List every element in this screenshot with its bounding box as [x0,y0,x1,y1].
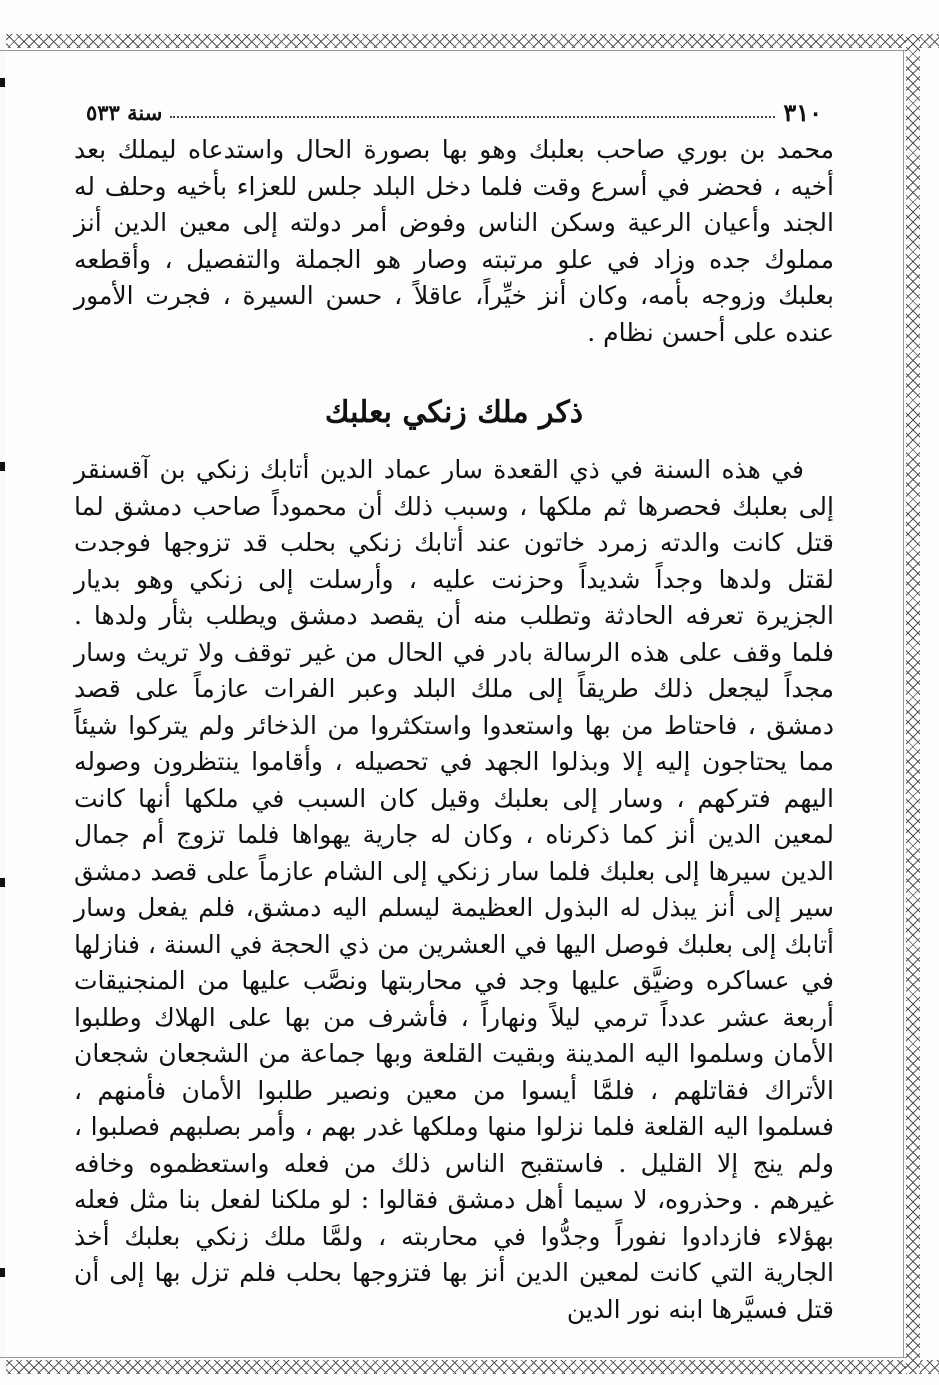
margin-mark [0,878,5,887]
top-ornamental-border [0,34,939,48]
paragraph-1: محمد بن بوري صاحب بعلبك وهو بها بصورة الحال واستدعاه ليملك بعد أخيه ، فحضر في أسرع وقت فلما دخل البلد جلس للعزاء بأخيه وحلف له الجند وأعيان الرعية وسكن الناس وفوض أمر دولته إلى معين الدين أنز مملوك جده وزاد في علو مرتبته وصار هو الجملة والتفصيل ، وأقطعه بعلبك وزوجه بأمه، وكان أنز خيِّراً، عاقلاً ، حسن السيرة ، فجرت الأمور عنده على أحسن نظام . [74,135,834,347]
right-frame-line [903,50,904,1358]
top-frame-line [0,50,906,51]
margin-mark [0,78,5,87]
dotted-leader [170,106,775,118]
page-number: ٣١٠ [783,97,822,127]
margin-mark [0,1268,5,1277]
right-ornamental-border [906,34,920,1374]
left-page-edge [0,34,6,1374]
bottom-frame-line [0,1357,906,1358]
bottom-ornamental-border [0,1360,939,1374]
section-heading: ذكر ملك زنكي بعلبك [324,395,584,430]
margin-mark [0,462,5,471]
paragraph-2: في هذه السنة في ذي القعدة سار عماد الدين أتابك زنكي بن آقسنقر إلى بعلبك فحصرها ثم ملكها ، وسبب ذلك أن محموداً صاحب دمشق لما قتل كانت والدته زمرد خاتون عند أتابك زنكي بحلب قد تزوجها فوجدت لقتل ولدها وجداً شديداً وحزنت عليه ، وأرسلت إلى زنكي وهو بديار الجزيرة تعرفه الحادثة وتطلب منه أن يقصد دمشق ويطلب بثأر ولدها . فلما وقف على هذه الرسالة بادر في الحال من غير توقف ولا تريث وسار مجداً ليجعل ذلك طريقاً إلى ملك البلد وعبر الفرات عازماً على قصد دمشق ، فاحتاط من بها واستعدوا واستكثروا من الذخائر ولم يتركوا شيئاً مما يحتاجون إليه إلا وبذلوا الجهد في تحصيله ، وأقاموا ينتظرون وصوله اليهم فتركهم ، وسار إلى بعلبك وقيل كان السبب في ملكها أنها كانت لمعين الدين أنز كما ذكرناه ، وكان له جارية يهواها فلما تزوج أم جمال الدين سيرها إلى بعلبك فلما سار زنكي إلى الشام عازماً على قصد دمشق سير إلى أنز يبذل له البذول العظيمة ليسلم اليه دمشق، فلم يفعل وسار أتابك إلى بعلبك فوصل اليها في العشرين من ذي الحجة في السنة ، فنازلها في عساكره وضيَّق عليها وجد في محاربتها ونصَّب عليها من المنجنيقات أربعة عشر عدداً ترمي ليلاً ونهاراً ، فأشرف من بها على الهلاك وطلبوا الأمان وسلموا اليه المدينة وبقيت القلعة وبها جماعة من الشجعان شجعان الأتراك فقاتلهم ، فلمَّا أيسوا من معين ونصير طلبوا الأمان فأمنهم ، فسلموا اليه القلعة فلما نزلوا منها وملكها غدر بهم ، وأمر بصلبهم فصلبوا ، ولم ينج إلا القليل . فاستقبح الناس ذلك من فعله واستعظموه وخافه غيرهم . وحذروه، لا سيما أهل دمشق فقالوا : لو ملكنا لفعل بنا مثل فعله بهؤلاء فازدادوا نفوراً وجدُّوا في محاربته ، ولمَّا ملك زنكي بعلبك أخذ الجارية التي كانت لمعين الدين أنز بها فتزوجها بحلب فلم تزل بها إلى أن قتل فسيَّرها ابنه نور الدين [74,455,835,1324]
running-header [86,96,822,128]
year-label: سنة ٥٣٣ [86,99,163,125]
